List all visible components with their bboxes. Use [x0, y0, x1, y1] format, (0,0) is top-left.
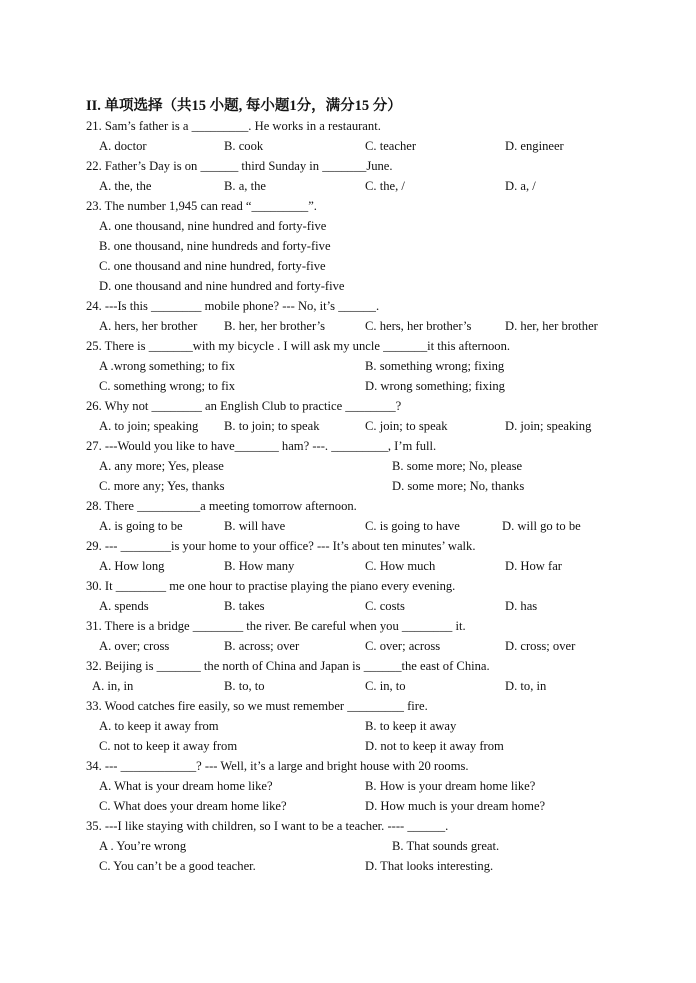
- question-24-option-b[interactable]: B. her, her brother’s: [224, 319, 326, 333]
- question-23-option-c[interactable]: C. one thousand and nine hundred, forty-five: [99, 259, 326, 273]
- question-22-option-d[interactable]: D. a, /: [505, 179, 536, 193]
- question-33-option-d[interactable]: D. not to keep it away from: [365, 739, 504, 753]
- question-25-option-c[interactable]: C. something wrong; to fix: [99, 379, 236, 393]
- question-25-option-b[interactable]: B. something wrong; fixing: [365, 359, 505, 373]
- question-33-option-c[interactable]: C. not to keep it away from: [99, 739, 238, 753]
- question-23-option-d[interactable]: D. one thousand and nine hundred and forty-five: [99, 279, 345, 293]
- question-22-stem: 22. Father’s Day is on ______ third Sunday in _______June.: [86, 159, 393, 173]
- question-26-option-b[interactable]: B. to join; to speak: [224, 419, 320, 433]
- question-24-option-c[interactable]: C. hers, her brother’s: [365, 319, 472, 333]
- question-28-option-b[interactable]: B. will have: [224, 519, 286, 533]
- question-34-stem: 34. --- ____________? --- Well, it’s a large and bright house with 20 rooms.: [86, 759, 469, 773]
- question-35-option-b[interactable]: B. That sounds great.: [392, 839, 500, 853]
- question-21-option-c[interactable]: C. teacher: [365, 139, 417, 153]
- question-27-option-a[interactable]: A. any more; Yes, please: [99, 459, 224, 473]
- question-34-option-c[interactable]: C. What does your dream home like?: [99, 799, 287, 813]
- question-31-option-c[interactable]: C. over; across: [365, 639, 441, 653]
- question-23-option-b[interactable]: B. one thousand, nine hundreds and forty-five: [99, 239, 331, 253]
- question-21-option-a[interactable]: A. doctor: [99, 139, 147, 153]
- question-28-option-a[interactable]: A. is going to be: [99, 519, 183, 533]
- question-33-option-b[interactable]: B. to keep it away: [365, 719, 457, 733]
- question-34-option-b[interactable]: B. How is your dream home like?: [365, 779, 536, 793]
- question-24-option-a[interactable]: A. hers, her brother: [99, 319, 198, 333]
- question-35-option-d[interactable]: D. That looks interesting.: [365, 859, 494, 873]
- question-30-stem: 30. It ________ me one hour to practise playing the piano every evening.: [86, 579, 456, 593]
- question-23-stem: 23. The number 1,945 can read “_________”.: [86, 199, 317, 213]
- question-33-stem: 33. Wood catches fire easily, so we must remember _________ fire.: [86, 699, 428, 713]
- question-31-option-a[interactable]: A. over; cross: [99, 639, 170, 653]
- question-24-stem: 24. ---Is this ________ mobile phone? --- No, it’s ______.: [86, 299, 380, 313]
- question-35-option-a[interactable]: A . You’re wrong: [99, 839, 187, 853]
- question-32-option-d[interactable]: D. to, in: [505, 679, 547, 693]
- question-27-stem: 27. ---Would you like to have_______ ham? ---. _________, I’m full.: [86, 439, 437, 453]
- question-29-stem: 29. --- ________is your home to your office? --- It’s about ten minutes’ walk.: [86, 539, 476, 553]
- question-21-stem: 21. Sam’s father is a _________. He works in a restaurant.: [86, 119, 381, 133]
- question-26-option-d[interactable]: D. join; speaking: [505, 419, 592, 433]
- question-28-option-c[interactable]: C. is going to have: [365, 519, 460, 533]
- question-21-option-d[interactable]: D. engineer: [505, 139, 564, 153]
- question-30-option-b[interactable]: B. takes: [224, 599, 265, 613]
- question-26-option-a[interactable]: A. to join; speaking: [99, 419, 199, 433]
- question-32-option-c[interactable]: C. in, to: [365, 679, 406, 693]
- question-22-option-b[interactable]: B. a, the: [224, 179, 266, 193]
- question-31-option-b[interactable]: B. across; over: [224, 639, 300, 653]
- question-32-stem: 32. Beijing is _______ the north of China and Japan is ______the east of China.: [86, 659, 490, 673]
- question-27-option-b[interactable]: B. some more; No, please: [392, 459, 523, 473]
- question-22-option-a[interactable]: A. the, the: [99, 179, 152, 193]
- question-25-option-a[interactable]: A .wrong something; to fix: [99, 359, 236, 373]
- question-29-option-d[interactable]: D. How far: [505, 559, 563, 573]
- question-28-stem: 28. There __________a meeting tomorrow afternoon.: [86, 499, 357, 513]
- question-25-option-d[interactable]: D. wrong something; fixing: [365, 379, 505, 393]
- question-32-option-a[interactable]: A. in, in: [92, 679, 134, 693]
- question-30-option-d[interactable]: D. has: [505, 599, 538, 613]
- question-28-option-d[interactable]: D. will go to be: [502, 519, 581, 533]
- question-30-option-a[interactable]: A. spends: [99, 599, 149, 613]
- question-29-option-a[interactable]: A. How long: [99, 559, 165, 573]
- question-31-option-d[interactable]: D. cross; over: [505, 639, 576, 653]
- question-26-stem: 26. Why not ________ an English Club to practice ________?: [86, 399, 402, 413]
- question-32-option-b[interactable]: B. to, to: [224, 679, 265, 693]
- question-24-option-d[interactable]: D. her, her brother: [505, 319, 598, 333]
- question-27-option-d[interactable]: D. some more; No, thanks: [392, 479, 525, 493]
- question-31-stem: 31. There is a bridge ________ the river. Be careful when you ________ it.: [86, 619, 466, 633]
- section-title: II. 单项选择（共15 小题, 每小题1分，满分15 分）: [86, 98, 402, 114]
- question-34-option-d[interactable]: D. How much is your dream home?: [365, 799, 546, 813]
- question-29-option-c[interactable]: C. How much: [365, 559, 436, 573]
- question-26-option-c[interactable]: C. join; to speak: [365, 419, 448, 433]
- question-27-option-c[interactable]: C. more any; Yes, thanks: [99, 479, 225, 493]
- question-22-option-c[interactable]: C. the, /: [365, 179, 405, 193]
- question-35-option-c[interactable]: C. You can’t be a good teacher.: [99, 859, 256, 873]
- question-35-stem: 35. ---I like staying with children, so I want to be a teacher. ---- ______.: [86, 819, 449, 833]
- question-30-option-c[interactable]: C. costs: [365, 599, 405, 613]
- question-34-option-a[interactable]: A. What is your dream home like?: [99, 779, 273, 793]
- question-25-stem: 25. There is _______with my bicycle . I will ask my uncle _______it this afternoon.: [86, 339, 511, 353]
- question-23-option-a[interactable]: A. one thousand, nine hundred and forty-five: [99, 219, 327, 233]
- question-29-option-b[interactable]: B. How many: [224, 559, 295, 573]
- question-21-option-b[interactable]: B. cook: [224, 139, 264, 153]
- question-33-option-a[interactable]: A. to keep it away from: [99, 719, 219, 733]
